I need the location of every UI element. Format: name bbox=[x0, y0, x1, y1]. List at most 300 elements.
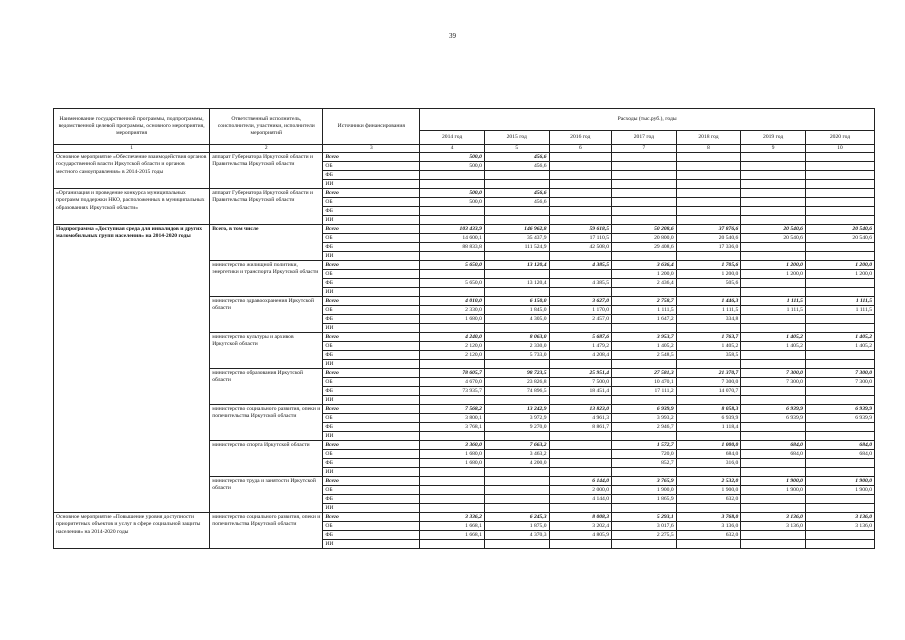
value-cell bbox=[549, 450, 611, 459]
value-cell bbox=[484, 486, 549, 495]
value-cell bbox=[612, 504, 677, 513]
source-cell: Всего bbox=[323, 297, 420, 306]
value-cell bbox=[612, 216, 677, 225]
value-cell: 1 668,1 bbox=[420, 522, 485, 531]
value-cell bbox=[420, 288, 485, 297]
value-cell: 1 680,0 bbox=[420, 315, 485, 324]
value-cell bbox=[676, 468, 741, 477]
value-cell bbox=[741, 153, 806, 162]
value-cell: 3 202,4 bbox=[549, 522, 611, 531]
value-cell bbox=[484, 477, 549, 486]
value-cell bbox=[549, 216, 611, 225]
value-cell: 1 405,2 bbox=[676, 342, 741, 351]
source-cell: ОБ bbox=[323, 342, 420, 351]
value-cell: 3 017,6 bbox=[612, 522, 677, 531]
value-cell bbox=[805, 243, 874, 252]
value-cell bbox=[676, 504, 741, 513]
value-cell: 111 524,9 bbox=[484, 243, 549, 252]
value-cell: 7 568,2 bbox=[420, 405, 485, 414]
value-cell: 1 900,0 bbox=[741, 486, 806, 495]
value-cell bbox=[484, 468, 549, 477]
value-cell: 78 605,7 bbox=[420, 369, 485, 378]
value-cell bbox=[741, 243, 806, 252]
value-cell: 1 111,5 bbox=[741, 306, 806, 315]
value-cell bbox=[805, 459, 874, 468]
source-cell: ИИ bbox=[323, 180, 420, 189]
value-cell: 5 687,6 bbox=[549, 333, 611, 342]
value-cell: 500,0 bbox=[420, 162, 485, 171]
value-cell bbox=[420, 360, 485, 369]
source-cell: ОБ bbox=[323, 486, 420, 495]
value-cell: 98 723,5 bbox=[484, 369, 549, 378]
value-cell bbox=[549, 189, 611, 198]
value-cell: 1 405,2 bbox=[805, 342, 874, 351]
source-cell: ОБ bbox=[323, 414, 420, 423]
header-year: 2014 год bbox=[420, 131, 485, 145]
value-cell bbox=[741, 189, 806, 198]
value-cell: 1 200,0 bbox=[741, 270, 806, 279]
value-cell bbox=[420, 216, 485, 225]
value-cell bbox=[420, 252, 485, 261]
value-cell bbox=[676, 396, 741, 405]
value-cell: 456,6 bbox=[484, 189, 549, 198]
value-cell: 852,7 bbox=[612, 459, 677, 468]
value-cell bbox=[420, 477, 485, 486]
value-cell: 358,5 bbox=[676, 351, 741, 360]
value-cell: 500,0 bbox=[420, 198, 485, 207]
value-cell: 505,6 bbox=[676, 279, 741, 288]
value-cell bbox=[741, 288, 806, 297]
value-cell bbox=[676, 171, 741, 180]
value-cell: 3 768,0 bbox=[676, 513, 741, 522]
value-cell: 3 136,0 bbox=[676, 522, 741, 531]
column-number: 2 bbox=[210, 145, 323, 153]
source-cell: ОБ bbox=[323, 198, 420, 207]
value-cell bbox=[484, 207, 549, 216]
value-cell: 17 110,5 bbox=[549, 234, 611, 243]
value-cell: 6 939,9 bbox=[741, 405, 806, 414]
value-cell bbox=[420, 396, 485, 405]
value-cell bbox=[741, 198, 806, 207]
source-cell: Всего bbox=[323, 153, 420, 162]
value-cell: 7 663,2 bbox=[484, 441, 549, 450]
header-executor: Ответственный исполнитель, соисполнители, участники, исполнители мероприятий bbox=[210, 109, 323, 145]
value-cell: 1 900,0 bbox=[676, 486, 741, 495]
value-cell bbox=[676, 252, 741, 261]
value-cell bbox=[741, 495, 806, 504]
value-cell: 4 010,0 bbox=[420, 297, 485, 306]
value-cell bbox=[549, 270, 611, 279]
value-cell bbox=[549, 171, 611, 180]
header-year: 2018 год bbox=[676, 131, 741, 145]
value-cell bbox=[805, 198, 874, 207]
value-cell: 23 826,8 bbox=[484, 378, 549, 387]
source-cell: ИИ bbox=[323, 432, 420, 441]
value-cell: 7 300,0 bbox=[805, 378, 874, 387]
source-cell: ИИ bbox=[323, 504, 420, 513]
executor-cell: министерство жилищной политики, энергетики и транспорта Иркутской области bbox=[210, 261, 323, 297]
value-cell bbox=[741, 540, 806, 549]
value-cell bbox=[741, 162, 806, 171]
value-cell: 17 336,0 bbox=[676, 243, 741, 252]
source-cell: Всего bbox=[323, 261, 420, 270]
value-cell bbox=[805, 207, 874, 216]
value-cell bbox=[741, 387, 806, 396]
value-cell: 3 636,4 bbox=[612, 261, 677, 270]
value-cell: 1 900,0 bbox=[741, 477, 806, 486]
value-cell bbox=[676, 324, 741, 333]
value-cell: 684,0 bbox=[741, 450, 806, 459]
value-cell: 18 451,4 bbox=[549, 387, 611, 396]
value-cell: 632,0 bbox=[676, 495, 741, 504]
value-cell: 316,0 bbox=[676, 459, 741, 468]
value-cell: 20 540,6 bbox=[741, 225, 806, 234]
value-cell bbox=[805, 504, 874, 513]
header-year: 2020 год bbox=[805, 131, 874, 145]
value-cell: 1 000,0 bbox=[676, 441, 741, 450]
value-cell: 20 540,6 bbox=[741, 234, 806, 243]
value-cell bbox=[484, 180, 549, 189]
value-cell bbox=[741, 171, 806, 180]
value-cell: 1 405,2 bbox=[741, 333, 806, 342]
value-cell: 456,6 bbox=[484, 162, 549, 171]
value-cell bbox=[805, 432, 874, 441]
value-cell: 1 111,5 bbox=[676, 306, 741, 315]
executor-cell: министерство образования Иркутской области bbox=[210, 369, 323, 405]
value-cell bbox=[420, 432, 485, 441]
value-cell: 4 385,5 bbox=[549, 261, 611, 270]
program-name-cell: Основное мероприятие «Обеспечение взаимодействия органов государственной власти Иркутской области и органов местного самоуправления» в 2014-2015 годы bbox=[54, 153, 210, 189]
value-cell bbox=[549, 504, 611, 513]
value-cell: 456,6 bbox=[484, 153, 549, 162]
value-cell bbox=[805, 324, 874, 333]
value-cell bbox=[805, 468, 874, 477]
table-row bbox=[54, 225, 875, 234]
source-cell: ОБ bbox=[323, 162, 420, 171]
value-cell bbox=[484, 540, 549, 549]
value-cell bbox=[612, 360, 677, 369]
source-cell: ФБ bbox=[323, 531, 420, 540]
value-cell bbox=[805, 351, 874, 360]
value-cell: 50 208,6 bbox=[612, 225, 677, 234]
program-name-cell: «Организация и проведение конкурса муниципальных программ поддержки НКО, расположенных в муниципальных образованиях Иркутской области» bbox=[54, 189, 210, 225]
value-cell bbox=[805, 423, 874, 432]
value-cell: 5 650,0 bbox=[420, 261, 485, 270]
value-cell bbox=[741, 360, 806, 369]
value-cell: 3 360,0 bbox=[420, 441, 485, 450]
header-year: 2015 год bbox=[484, 131, 549, 145]
source-cell: ОБ bbox=[323, 522, 420, 531]
value-cell bbox=[484, 216, 549, 225]
column-number: 8 bbox=[676, 145, 741, 153]
value-cell: 2 120,0 bbox=[420, 342, 485, 351]
value-cell: 59 618,5 bbox=[549, 225, 611, 234]
value-cell: 1 479,2 bbox=[549, 342, 611, 351]
value-cell: 1 111,5 bbox=[805, 297, 874, 306]
value-cell: 5 733,0 bbox=[484, 351, 549, 360]
value-cell bbox=[741, 252, 806, 261]
executor-cell: аппарат Губернатора Иркутской области и Правительства Иркутской области bbox=[210, 189, 323, 225]
value-cell: 73 935,7 bbox=[420, 387, 485, 396]
header-year: 2016 год bbox=[549, 131, 611, 145]
value-cell: 632,0 bbox=[676, 531, 741, 540]
value-cell bbox=[612, 162, 677, 171]
column-number: 5 bbox=[484, 145, 549, 153]
value-cell bbox=[805, 531, 874, 540]
value-cell bbox=[612, 540, 677, 549]
column-number: 9 bbox=[741, 145, 806, 153]
value-cell: 4 805,9 bbox=[549, 531, 611, 540]
source-cell: Всего bbox=[323, 441, 420, 450]
value-cell: 3 765,9 bbox=[612, 477, 677, 486]
value-cell bbox=[549, 540, 611, 549]
header-source: Источники финансирования bbox=[323, 109, 420, 145]
value-cell: 8 008,3 bbox=[549, 513, 611, 522]
value-cell bbox=[741, 216, 806, 225]
value-cell: 6 939,9 bbox=[805, 414, 874, 423]
source-cell: ИИ bbox=[323, 324, 420, 333]
source-cell: ОБ bbox=[323, 378, 420, 387]
value-cell: 1 111,5 bbox=[741, 297, 806, 306]
source-cell: Всего bbox=[323, 513, 420, 522]
value-cell: 13 120,4 bbox=[484, 279, 549, 288]
value-cell: 4 385,5 bbox=[549, 279, 611, 288]
value-cell: 7 300,0 bbox=[741, 369, 806, 378]
value-cell bbox=[612, 252, 677, 261]
value-cell: 27 581,3 bbox=[612, 369, 677, 378]
value-cell bbox=[549, 360, 611, 369]
value-cell bbox=[612, 198, 677, 207]
value-cell: 6 939,9 bbox=[676, 414, 741, 423]
value-cell: 8 063,0 bbox=[484, 333, 549, 342]
value-cell: 3 627,0 bbox=[549, 297, 611, 306]
source-cell: ИИ bbox=[323, 468, 420, 477]
value-cell bbox=[549, 441, 611, 450]
value-cell: 1 763,7 bbox=[676, 333, 741, 342]
value-cell: 1 875,0 bbox=[484, 522, 549, 531]
source-cell: ИИ bbox=[323, 288, 420, 297]
source-cell: ИИ bbox=[323, 540, 420, 549]
value-cell: 17 111,2 bbox=[612, 387, 677, 396]
value-cell: 2 946,7 bbox=[612, 423, 677, 432]
value-cell: 1 405,2 bbox=[805, 333, 874, 342]
value-cell: 4 208,4 bbox=[549, 351, 611, 360]
value-cell: 6 150,0 bbox=[484, 297, 549, 306]
source-cell: Всего bbox=[323, 369, 420, 378]
value-cell bbox=[549, 153, 611, 162]
value-cell: 2 548,5 bbox=[612, 351, 677, 360]
table-row bbox=[54, 189, 875, 198]
value-cell bbox=[484, 495, 549, 504]
value-cell: 500,0 bbox=[420, 153, 485, 162]
value-cell: 37 876,6 bbox=[676, 225, 741, 234]
value-cell: 7 300,0 bbox=[676, 378, 741, 387]
value-cell bbox=[612, 468, 677, 477]
value-cell bbox=[741, 504, 806, 513]
value-cell: 1 647,2 bbox=[612, 315, 677, 324]
source-cell: ОБ bbox=[323, 450, 420, 459]
value-cell: 6 939,9 bbox=[741, 414, 806, 423]
executor-cell: министерство спорта Иркутской области bbox=[210, 441, 323, 477]
source-cell: Всего bbox=[323, 189, 420, 198]
value-cell bbox=[805, 153, 874, 162]
value-cell bbox=[549, 288, 611, 297]
table-row bbox=[54, 513, 875, 522]
value-cell: 3 136,0 bbox=[805, 513, 874, 522]
value-cell: 1 446,3 bbox=[676, 297, 741, 306]
value-cell: 1 680,0 bbox=[420, 450, 485, 459]
value-cell bbox=[420, 207, 485, 216]
value-cell: 5 293,1 bbox=[612, 513, 677, 522]
value-cell: 720,0 bbox=[612, 450, 677, 459]
value-cell bbox=[484, 288, 549, 297]
source-cell: ФБ bbox=[323, 459, 420, 468]
value-cell: 20 540,6 bbox=[676, 234, 741, 243]
value-cell bbox=[741, 324, 806, 333]
program-name-cell: Подпрограмма «Доступная среда для инвалидов и других маломобильных групп населения» на 2014-2020 годы bbox=[54, 225, 210, 513]
value-cell bbox=[420, 495, 485, 504]
value-cell bbox=[484, 432, 549, 441]
value-cell: 3 768,1 bbox=[420, 423, 485, 432]
executor-cell: министерство здравоохранения Иркутской области bbox=[210, 297, 323, 333]
value-cell: 8 861,7 bbox=[549, 423, 611, 432]
source-cell: ФБ bbox=[323, 423, 420, 432]
value-cell: 2 000,0 bbox=[549, 486, 611, 495]
value-cell: 1 900,0 bbox=[805, 477, 874, 486]
value-cell bbox=[612, 432, 677, 441]
value-cell bbox=[612, 171, 677, 180]
value-cell bbox=[549, 324, 611, 333]
source-cell: Всего bbox=[323, 477, 420, 486]
value-cell: 1 845,0 bbox=[484, 306, 549, 315]
page-number: 39 bbox=[449, 32, 456, 40]
value-cell bbox=[741, 459, 806, 468]
source-cell: ФБ bbox=[323, 387, 420, 396]
value-cell bbox=[805, 279, 874, 288]
value-cell: 334,8 bbox=[676, 315, 741, 324]
value-cell bbox=[805, 360, 874, 369]
value-cell: 1 680,0 bbox=[420, 459, 485, 468]
executor-cell: министерство труда и занятости Иркутской области bbox=[210, 477, 323, 513]
value-cell: 456,6 bbox=[484, 198, 549, 207]
value-cell bbox=[741, 531, 806, 540]
value-cell: 2 120,0 bbox=[420, 351, 485, 360]
value-cell: 20 540,6 bbox=[805, 225, 874, 234]
value-cell bbox=[484, 324, 549, 333]
value-cell bbox=[741, 315, 806, 324]
value-cell bbox=[484, 252, 549, 261]
value-cell: 3 463,2 bbox=[484, 450, 549, 459]
value-cell bbox=[612, 396, 677, 405]
value-cell: 103 433,9 bbox=[420, 225, 485, 234]
value-cell bbox=[676, 189, 741, 198]
value-cell bbox=[805, 180, 874, 189]
value-cell: 7 300,0 bbox=[805, 369, 874, 378]
source-cell: ФБ bbox=[323, 279, 420, 288]
value-cell: 25 951,4 bbox=[549, 369, 611, 378]
value-cell bbox=[612, 153, 677, 162]
value-cell bbox=[612, 189, 677, 198]
header-name: Наименование государственной программы, подпрограммы, ведомственной целевой программы, основного мероприятия, мероприятия bbox=[54, 109, 210, 145]
value-cell bbox=[549, 468, 611, 477]
source-cell: ИИ bbox=[323, 216, 420, 225]
value-cell bbox=[612, 180, 677, 189]
column-number: 4 bbox=[420, 145, 485, 153]
value-cell: 2 457,0 bbox=[549, 315, 611, 324]
value-cell: 6 939,9 bbox=[805, 405, 874, 414]
value-cell: 3 800,1 bbox=[420, 414, 485, 423]
value-cell: 500,0 bbox=[420, 189, 485, 198]
value-cell: 21 370,7 bbox=[676, 369, 741, 378]
header-year: 2017 год bbox=[612, 131, 677, 145]
value-cell: 4 370,3 bbox=[484, 531, 549, 540]
program-name-cell: Основное мероприятие «Повышение уровня доступности приоритетных объектов и услуг в сфере социальной защиты населения» на 2014-2020 годы bbox=[54, 513, 210, 549]
value-cell: 7 300,0 bbox=[741, 378, 806, 387]
source-cell: ИИ bbox=[323, 252, 420, 261]
value-cell: 35 437,9 bbox=[484, 234, 549, 243]
value-cell: 2 330,0 bbox=[420, 306, 485, 315]
executor-cell: Всего, в том числе bbox=[210, 225, 323, 261]
executor-cell: министерство культуры и архивов Иркутской области bbox=[210, 333, 323, 369]
value-cell: 5 650,0 bbox=[420, 279, 485, 288]
value-cell bbox=[805, 387, 874, 396]
value-cell bbox=[612, 207, 677, 216]
source-cell: ОБ bbox=[323, 234, 420, 243]
value-cell bbox=[676, 180, 741, 189]
column-number: 10 bbox=[805, 145, 874, 153]
value-cell: 88 833,8 bbox=[420, 243, 485, 252]
value-cell: 1 705,6 bbox=[676, 261, 741, 270]
value-cell: 4 240,0 bbox=[420, 333, 485, 342]
source-cell: ФБ bbox=[323, 495, 420, 504]
executor-cell: министерство социального развития, опеки и попечительства Иркутской области bbox=[210, 513, 323, 549]
value-cell bbox=[484, 171, 549, 180]
value-cell: 2 532,0 bbox=[676, 477, 741, 486]
value-cell: 4 200,0 bbox=[484, 459, 549, 468]
value-cell bbox=[676, 288, 741, 297]
budget-table bbox=[53, 108, 875, 549]
value-cell: 3 136,0 bbox=[805, 522, 874, 531]
value-cell bbox=[420, 171, 485, 180]
value-cell bbox=[420, 180, 485, 189]
value-cell: 9 270,0 bbox=[484, 423, 549, 432]
source-cell: ОБ bbox=[323, 270, 420, 279]
source-cell: ОБ bbox=[323, 306, 420, 315]
value-cell bbox=[549, 198, 611, 207]
value-cell: 146 962,8 bbox=[484, 225, 549, 234]
value-cell: 684,0 bbox=[676, 450, 741, 459]
source-cell: ФБ bbox=[323, 171, 420, 180]
value-cell: 2 758,7 bbox=[612, 297, 677, 306]
value-cell bbox=[805, 252, 874, 261]
value-cell: 1 405,2 bbox=[741, 342, 806, 351]
value-cell bbox=[549, 252, 611, 261]
value-cell bbox=[805, 315, 874, 324]
column-number: 3 bbox=[323, 145, 420, 153]
value-cell: 13 120,4 bbox=[484, 261, 549, 270]
value-cell: 2 330,0 bbox=[484, 342, 549, 351]
value-cell: 1 200,0 bbox=[741, 261, 806, 270]
value-cell: 2 275,5 bbox=[612, 531, 677, 540]
executor-cell: аппарат Губернатора Иркутской области и Правительства Иркутской области bbox=[210, 153, 323, 189]
value-cell: 3 136,0 bbox=[741, 513, 806, 522]
value-cell bbox=[741, 207, 806, 216]
value-cell: 1 200,0 bbox=[805, 270, 874, 279]
value-cell: 10 470,1 bbox=[612, 378, 677, 387]
value-cell bbox=[805, 396, 874, 405]
value-cell: 13 823,0 bbox=[549, 405, 611, 414]
value-cell: 1 118,4 bbox=[676, 423, 741, 432]
